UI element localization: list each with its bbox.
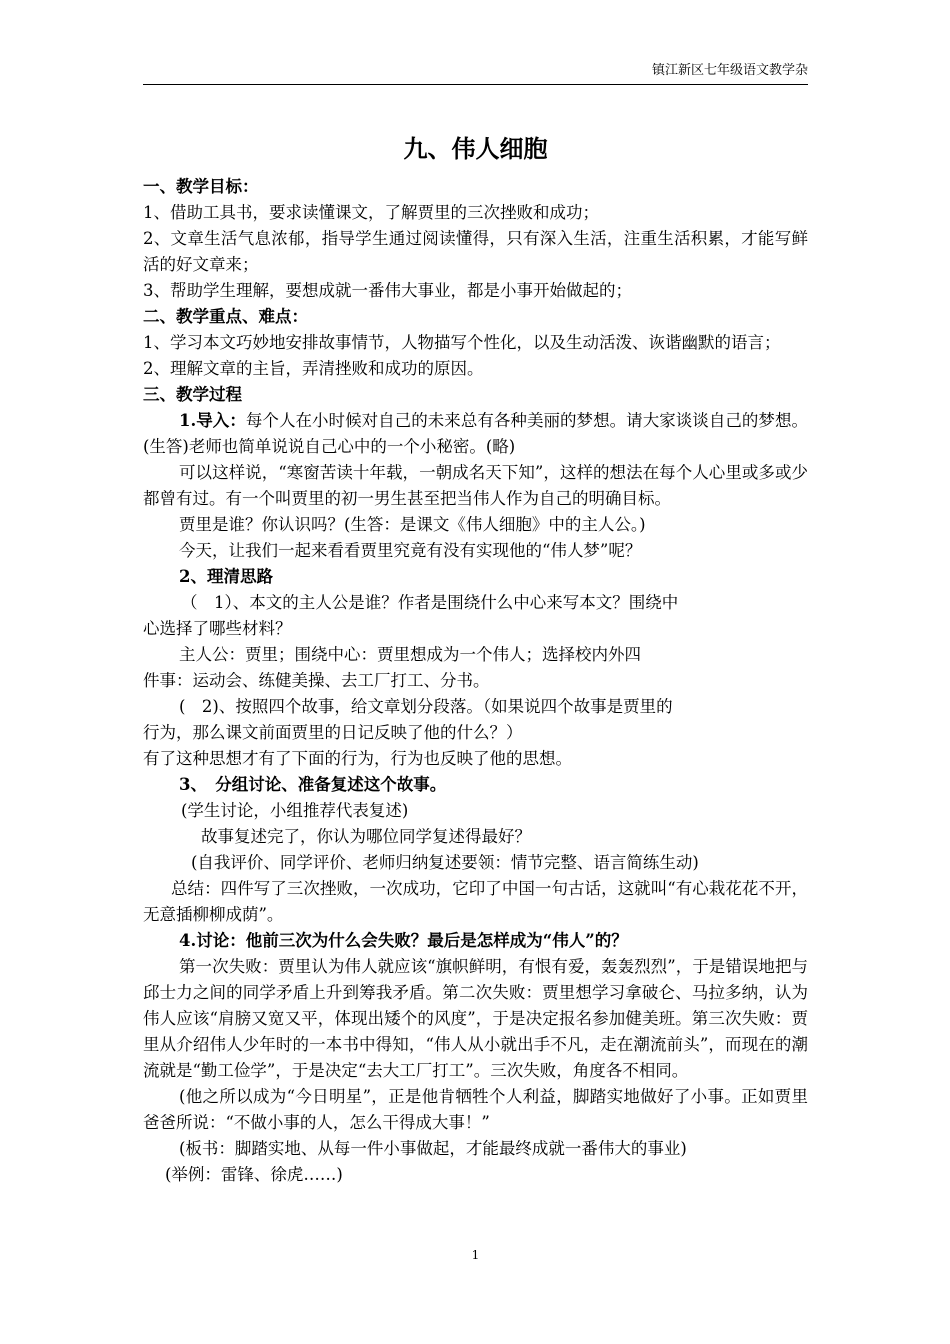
paragraph [143, 564, 808, 590]
paragraph [143, 200, 808, 226]
paragraph [143, 798, 808, 824]
paragraph [143, 174, 808, 200]
paragraph-text: 第一次失败：贾里认为伟人就应该“旗帜鲜明，有恨有爱，轰轰烈烈”，于是错误地把与邱士力之间的同学矛盾上升到筹我矛盾。第二次失败：贾里想学习拿破仑、马拉多纳，认为伟人应该“肩膀又宽又平，体现出矮个的风度”，于是决定报名参加健美班。第三次失败：贾里从介绍伟人少年时的一本书中得知，“伟人从小就出手不凡，走在潮流前头”，而现在的潮流就是“勤工俭学”，于是决定“去大工厂打工”。三次失败，角度各不相同。 [143, 957, 808, 1080]
paragraph-text: 每个人在小时候对自己的未来总有各种美丽的梦想。请大家谈谈自己的梦想。(生答)老师也简单说说自己心中的一个小秘密。(略) [143, 411, 809, 456]
paragraph-text: 2、理解文章的主旨，弄清挫败和成功的原因。 [143, 359, 484, 378]
paragraph [143, 876, 808, 928]
paragraph [143, 382, 808, 408]
paragraph-text: 故事复述完了，你认为哪位同学复述得最好？ [201, 827, 531, 846]
paragraph-text: 件事：运动会、练健美操、去工厂打工、分书。 [143, 671, 490, 690]
paragraph-text: （ 1）、本文的主人公是谁？作者是围绕什么中心来写本文？围绕中 [181, 593, 679, 612]
paragraph [143, 668, 808, 694]
paragraph [143, 356, 808, 382]
paragraph-text: 2、文章生活气息浓郁，指导学生通过阅读懂得，只有深入生活，注重生活积累，才能写鲜活的好文章来； [143, 229, 808, 274]
paragraph-text: 心选择了哪些材料？ [143, 619, 292, 638]
paragraph-lead: 1.导入： [179, 411, 246, 430]
paragraph-text: ( 2)、按照四个故事，给文章划分段落。（如果说四个故事是贾里的 [179, 697, 673, 716]
paragraph-text: 主人公：贾里；围绕中心：贾里想成为一个伟人；选择校内外四 [179, 645, 641, 664]
paragraph-text: (举例：雷锋、徐虎……) [165, 1165, 343, 1184]
paragraph-text: 行为，那么课文前面贾里的日记反映了他的什么？） [143, 723, 523, 742]
paragraph [143, 928, 808, 954]
paragraph [143, 538, 808, 564]
header-rule [143, 84, 808, 85]
paragraph [143, 850, 808, 876]
paragraph [143, 408, 808, 460]
paragraph-text: 贾里是谁？你认识吗？(生答：是课文《伟人细胞》中的主人公。) [179, 515, 646, 534]
paragraph [143, 954, 808, 1084]
paragraph [143, 226, 808, 278]
paragraph-text: (板书：脚踏实地、从每一件小事做起，才能最终成就一番伟大的事业) [179, 1139, 687, 1158]
paragraph-text: 3、 分组讨论、准备复述这个故事。 [179, 775, 447, 794]
paragraph [143, 1136, 808, 1162]
paragraph-text: 总结：四件写了三次挫败，一次成功，它印了中国一句古话，这就叫“有心栽花花不开，无意插柳柳成荫”。 [143, 879, 808, 924]
paragraph [143, 330, 808, 356]
paragraph-text: (他之所以成为“今日明星”，正是他肯牺牲个人利益，脚踏实地做好了小事。正如贾里爸爸所说：“不做小事的人，怎么干得成大事！” [143, 1087, 808, 1132]
paragraph [143, 824, 808, 850]
paragraph [143, 616, 808, 642]
paragraph-text: 2、理清思路 [179, 567, 273, 586]
paragraph [143, 590, 808, 616]
paragraph [143, 746, 808, 772]
paragraph [143, 278, 808, 304]
page-header: 镇江新区七年级语文教学杂 [651, 63, 808, 78]
paragraph [143, 460, 808, 512]
paragraph [143, 720, 808, 746]
page-number: 1 [471, 1248, 480, 1262]
document-title: 九、伟人细胞 [403, 134, 548, 163]
paragraph-text: 3、帮助学生理解，要想成就一番伟大事业，都是小事开始做起的； [143, 281, 632, 300]
paragraph-text: (自我评价、同学评价、老师归纳复述要领：情节完整、语言简练生动) [191, 853, 699, 872]
paragraph-text: 三、教学过程 [143, 385, 242, 404]
paragraph-text: (学生讨论，小组推荐代表复述) [181, 801, 409, 820]
paragraph-text: 1、借助工具书，要求读懂课文，了解贾里的三次挫败和成功； [143, 203, 599, 222]
paragraph-text: 一、教学目标： [143, 177, 259, 196]
paragraph-text: 1、学习本文巧妙地安排故事情节，人物描写个性化，以及生动活泼、诙谐幽默的语言； [143, 333, 781, 352]
paragraph [143, 1084, 808, 1136]
paragraph [143, 772, 808, 798]
paragraph-text: 可以这样说，“寒窗苦读十年载，一朝成名天下知”，这样的想法在每个人心里或多或少都曾有过。有一个叫贾里的初一男生甚至把当伟人作为自己的明确目标。 [143, 463, 808, 508]
paragraph-text: 4.讨论：他前三次为什么会失败？最后是怎样成为“伟人”的？ [179, 931, 628, 950]
paragraph [143, 304, 808, 330]
paragraph-text: 有了这种思想才有了下面的行为，行为也反映了他的思想。 [143, 749, 572, 768]
paragraph [143, 1162, 808, 1188]
paragraph-text: 今天，让我们一起来看看贾里究竟有没有实现他的“伟人梦”呢？ [179, 541, 642, 560]
paragraph [143, 642, 808, 668]
paragraph [143, 512, 808, 538]
document-body [143, 174, 808, 1188]
paragraph [143, 694, 808, 720]
paragraph-text: 二、教学重点、难点： [143, 307, 308, 326]
